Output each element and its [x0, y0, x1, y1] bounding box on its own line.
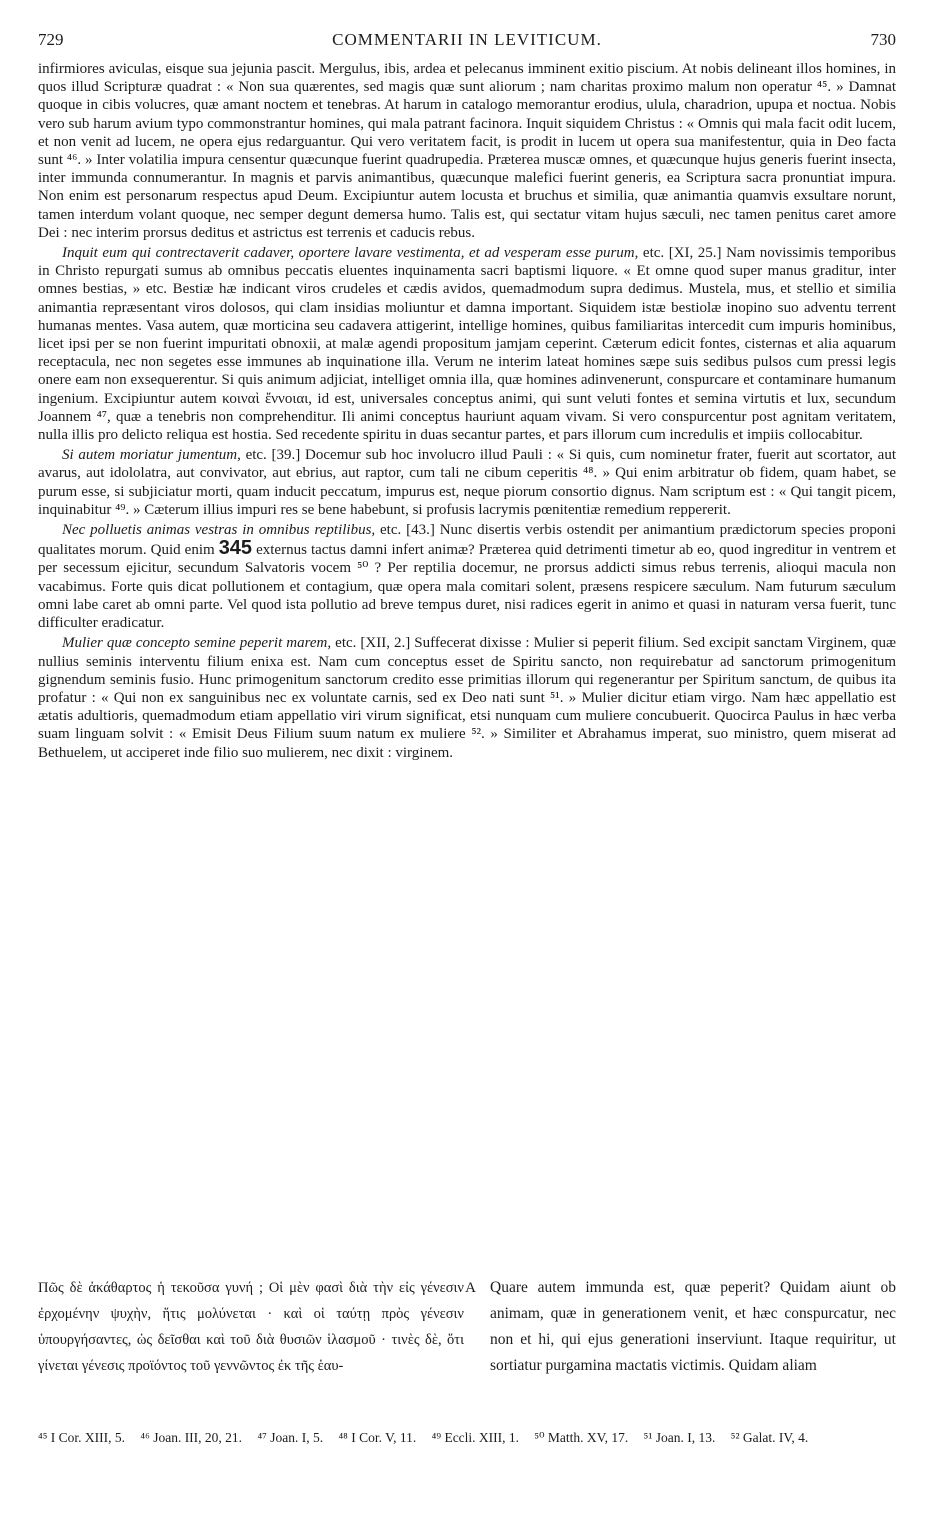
footnote: ⁵⁰ Matth. XV, 17. — [534, 1430, 629, 1445]
paragraph-text: etc. [XI, 25.] Nam novissimis temporibus in Christo repurgati sumus ab omnibus peccatis eluentes inquinamenta sacri baptismi liquore. « Et omne quod super manus graditur, inter omnes bestias, » etc. Bestiæ hæ indicant viros crudeles et cædis avidos, quemadmodum supra dedimus. Mustela, mus, et stellio et similia animantia repræsentant viros dolosos, qui clam insidias moliuntur et damna important. Siquidem istæ bestiolæ inopino suo adventu terrent humanas mentes. Vasa autem, quæ morticina seu cadavera attigerint, intellige homines, quibus familiaritas intercedit cum impuris hominibus, licet ipsi per se non fuerint impuritati obnoxii, at malæ agendi propositum jamjam ceperint. Cæterum edicit fontes, cisternas et alia aquarum receptacula, nec non segetes esse immunes ab inquinatione illa. Verum ne interim lateat homines sæpe suis sedibus pulsos cum pressi legis onere eam non exsequerentur. Si quis animum adjiciat, intelliget omnia illa, quæ homines adinvenerunt, conspurcare et contaminare humanum ingenium. Excipiuntur autem κοιναὶ ἔννοιαι, id est, universales conceptus animi, qui sunt veluti fontes et semina virtutis et lux, secundum Joannem ⁴⁷, quæ a tenebris non comprehenditur. Ili animi conceptus hauriunt aquam vivam. Si vero conspurcentur post agnitam veritatem, nulla illis pro delicto reliqua est hostia. Sed recedente spiritu in duas secantur partes, et pars illorum cum incredulis et impiis collocabitur. — [38, 245, 896, 444]
footnote: ⁴⁶ Joan. III, 20, 21. — [140, 1430, 243, 1445]
page — [38, 30, 896, 762]
greek-text: Πῶς δὲ ἀκάθαρτος ἡ τεκοῦσα γυνή ; Οἱ μὲν φασὶ διὰ τὴν εἰς γένεσιν ἐρχομένην ψυχὴν, ἥτις μολύνεται · καὶ οἱ ταύτῃ πρὸς γένεσιν ὑπουργήσαντες, ὡς δεῖσθαι καὶ τοῦ διὰ θυσιῶν ἱλασμοῦ · τινὲς δὲ, ὅτι γίνεται γένεσις προϊόντος τοῦ γεννῶντος ἐκ τῆς ἑαυ- — [38, 1280, 464, 1374]
paragraph-1 — [38, 60, 896, 242]
page-number-left: 729 — [38, 30, 64, 49]
paragraph-text: externus tactus damni infert animæ? Præterea quid detrimenti timetur ab eo, quod ingreditur in ventrem et per secessum ejicitur, secundum Salvatoris vocem ⁵⁰ ? Per reptilia docemur, ne prorsus addicti simus rebus terrenis, alioqui macula non vacabimus. Forte quis dicat pollutionem et contagium, quæ opera mala comitari solent, præsens respicere sæculum. Nam futurum sæculum omni labe caret ab omni parte. Vel quod ista pollutio ad breve tempus duret, nisi radices egerit in animo et quasi in naturam versa fuerit, tunc difficulter eradicatur. — [38, 542, 896, 632]
paragraph-text: etc. [39.] Docemur sub hoc involucro illud Pauli : « Si quis, cum nominetur frater, fuerit aut scortator, aut avarus, aut idololatra, aut convivator, aut ebrius, aut raptor, cum tali ne cibum ceperitis ⁴⁸. » Qui enim arbitratur ob fidem, quam habet, se purum esse, si subjiciatur morti, quam inducit peccatum, impurus est, neque piorum consortio dignus. Nam scriptum est : « Qui tangit picem, inquinabitur ⁴⁹. » Cæterum illius impuri res se bene habebunt, si profusis lacrymis pœnitentiæ remedium reppererit. — [38, 447, 896, 518]
paragraph-text: infirmiores aviculas, eisque sua jejunia pascit. Mergulus, ibis, ardea et pelecanus imminent exitio piscium. At nobis delineant illos homines, in quos illud Scripturæ quadrat : « Non sua quærentes, sed magis quæ sunt aliorum ; nam charitas proximo malum non operatur ⁴⁵. » Damnat quoque in cibis volucres, quæ amant noctem et tenebras. At harum in catalogo memorantur erodius, ulula, charadrion, upupa et noctua. Nobis vero sub harum avium typo commonstrantur homines, qui mala patrant facinora. Inquit siquidem Christus : « Omnis qui mala facit odit lucem, et non venit ad lucem, ne opera ejus redarguantur. Qui vero veritatem facit, is prodit in lucem ut opera sua manifestentur, quia in Deo facta sunt ⁴⁶. » Inter volatilia impura censentur quæcunque fuerint quadrupedia. Præterea muscæ omnes, et quæcunque hujus generis fuerint insecta, inter immunda connumerantur. In magnis et parvis animantibus, quæcunque malefici fuerint generis, ea Scriptura sacra pronuntiat impura. Non enim est personarum respectus apud Deum. Excipiuntur autem locusta et bruchus et similia, quæ animantia quamvis exsultare norunt, tamen interdum volant quoque, nec semper degunt demersa humo. Talis est, qui sectatur vitam hujus sæculi, nec tamen penitus caret amore Dei : nec interim prorsus deditus et astrictus est terrenis et caducis rebus. — [38, 61, 896, 241]
paragraph-text: etc. [XII, 2.] Suffecerat dixisse : Mulier si peperit filium. Sed excipit sanctam Virginem, quæ nullius seminis interventu filium enixa est. Nam cum conceptus esset de Spiritu sancto, non requirebatur ad sanctorum primogenitum gignendum seminis fusio. Hunc primogenitum sanctorum credito esse primitias illorum qui regenerantur per Spiritum sanctum, de quibus ita profatur : « Qui non ex sanguinibus nec ex voluntate carnis, sed ex Deo nati sunt ⁵¹. » Mulier dicitur etiam virgo. Nam hæc appellatio est ætatis adultioris, quemadmodum etiam appellatio viri virum significat, etsi nunquam cum muliere concubuerit. Quocirca Paulus in hæc verba suam linguam solvit : « Emisit Deus Filium suum natum ex muliere ⁵². » Similiter et Abrahamus imperat, suo ministro, quem miserat ad Bethuelem, ut acciperet inde filio suo mulierem, nec dixit : virginem. — [38, 635, 896, 761]
footnote: ⁵¹ Joan. I, 13. — [643, 1430, 716, 1445]
two-column-section — [38, 1275, 896, 1379]
running-title: COMMENTARII IN LEVITICUM. — [332, 30, 602, 49]
lemma: Inquit eum qui contrectaverit cadaver, oportere lavare vestimenta, et ad vesperam esse purum, — [62, 245, 639, 262]
footnotes — [38, 1428, 896, 1447]
lemma: Nec polluetis animas vestras in omnibus reptilibus, — [62, 522, 376, 539]
main-text — [38, 60, 896, 762]
column-marker: 345 — [218, 537, 253, 560]
footnote: ⁴⁸ I Cor. V, 11. — [338, 1430, 417, 1445]
latin-column — [478, 1275, 896, 1379]
latin-text: Quare autem immunda est, quæ peperit? Quidam aiunt ob animam, quæ in generationem venit, et hæc conspurcatur, nec non et hi, qui ejus generationi inserviunt. Itaque requiritur, ut sortiatur purgamina mactatis victimis. Quidam aliam — [490, 1279, 896, 1374]
paragraph-text: etc. [43.] Nunc disertis verbis ostendit per animantium prædictorum species proponi qualitates morum. Quid enim — [38, 522, 896, 559]
footnote: ⁴⁹ Eccli. XIII, 1. — [431, 1430, 520, 1445]
paragraph-5 — [38, 634, 896, 761]
paragraph-2 — [38, 244, 896, 444]
page-number-right: 730 — [870, 30, 896, 49]
lemma: Mulier quæ concepto semine peperit marem, — [62, 635, 332, 652]
lemma: Si autem moriatur jumentum, — [62, 447, 241, 464]
footnote: ⁴⁷ Joan. I, 5. — [257, 1430, 324, 1445]
paragraph-3 — [38, 446, 896, 519]
footnote: ⁵² Galat. IV, 4. — [730, 1430, 809, 1445]
running-header — [38, 30, 896, 60]
paragraph-4 — [38, 521, 896, 632]
greek-column — [38, 1275, 478, 1379]
footnote: ⁴⁵ I Cor. XIII, 5. — [38, 1430, 126, 1445]
column-letter: A — [465, 1280, 476, 1296]
